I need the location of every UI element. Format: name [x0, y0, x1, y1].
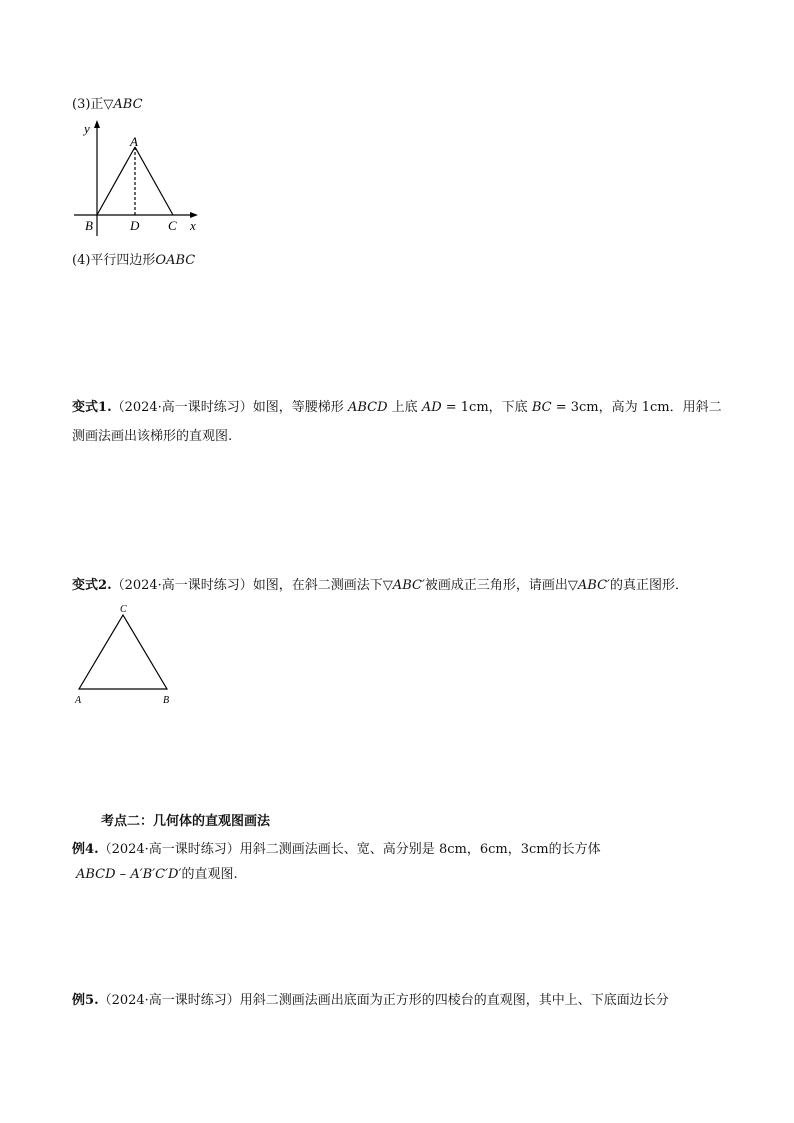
equilateral-triangle-figure [70, 600, 180, 710]
triangle-abc [79, 615, 167, 689]
label-a: A [75, 695, 82, 706]
label-a: A [130, 134, 138, 149]
example-4-lead: 例 [72, 842, 86, 857]
example-4-math: ABCD – A′B′C′D′ [76, 867, 182, 882]
example-5-number: 5 [85, 993, 95, 1008]
label-b: B [85, 218, 93, 233]
label-x: x [190, 218, 196, 233]
variant-2-text: （2024·高一课时练习）如图，在斜二测画法下 [111, 578, 383, 593]
y-axis-arrow [94, 120, 100, 128]
variant-1-math-bc: BC [531, 400, 552, 415]
item-3-math: ▽ABC [103, 97, 143, 112]
variant-2-number: 2 [98, 578, 108, 593]
variant-1-text-4: = 3cm，高为 1cm．用斜二 [555, 400, 722, 415]
variant-1-lead: 变式 [72, 400, 99, 415]
label-y: y [84, 121, 90, 136]
label-c: C [120, 604, 127, 615]
label-d: D [130, 218, 140, 233]
example-4-line-2 [76, 866, 238, 884]
example-5-line-1 [72, 992, 669, 1010]
section-2-title: 考点二：几何体的直观图画法 [101, 814, 271, 829]
variant-1-text-3: = 1cm，下底 [445, 400, 528, 415]
variant-2-math-2: ▽ABC′ [567, 578, 611, 593]
item-4-math: OABC [155, 253, 196, 268]
variant-1-math-ad: AD [421, 400, 442, 415]
triangle-coordinate-figure [70, 118, 210, 240]
item-4-text: (4)平行四边形 [72, 253, 156, 268]
variant-1-dot: . [107, 400, 112, 415]
example-5-lead: 例 [72, 993, 86, 1008]
variant-2-lead: 变式 [72, 578, 99, 593]
item-3-label [72, 96, 143, 114]
example-4-number: 4 [85, 842, 95, 857]
variant-2-dot: . [107, 578, 112, 593]
example-4-text: （2024·高一课时练习）用斜二测画法画长、宽、高分别是 8cm，6cm，3cm的长方体 [98, 842, 601, 857]
side-ab [97, 147, 135, 215]
side-ac [135, 147, 173, 215]
example-5-dot: . [94, 993, 99, 1008]
variant-1-line-1 [72, 399, 722, 417]
variant-2-math-1: ▽ABC′ [382, 578, 425, 593]
example-4-line-1 [72, 841, 601, 859]
label-b: B [163, 695, 170, 706]
item-4-label [72, 252, 195, 270]
example-4-tail: 的直观图. [181, 867, 238, 882]
variant-1-math-abcd: ABCD [347, 400, 388, 415]
example-4-dot: . [94, 842, 99, 857]
variant-1-text: （2024·高一课时练习）如图，等腰梯形 [111, 400, 344, 415]
variant-2-text-3: 的真正图形． [610, 578, 689, 593]
label-c: C [168, 218, 177, 233]
variant-2-text-2: 被画成正三角形，请画出 [424, 578, 568, 593]
example-5-text: （2024·高一课时练习）用斜二测画法画出底面为正方形的四棱台的直观图，其中上、下底面边长分 [98, 993, 669, 1008]
variant-2-line [72, 577, 688, 595]
variant-1-number: 1 [98, 400, 108, 415]
variant-1-text-2: 上底 [391, 400, 418, 415]
variant-1-line-2: 测画法画出该梯形的直观图. [72, 429, 233, 444]
item-3-text: (3)正 [72, 97, 104, 112]
